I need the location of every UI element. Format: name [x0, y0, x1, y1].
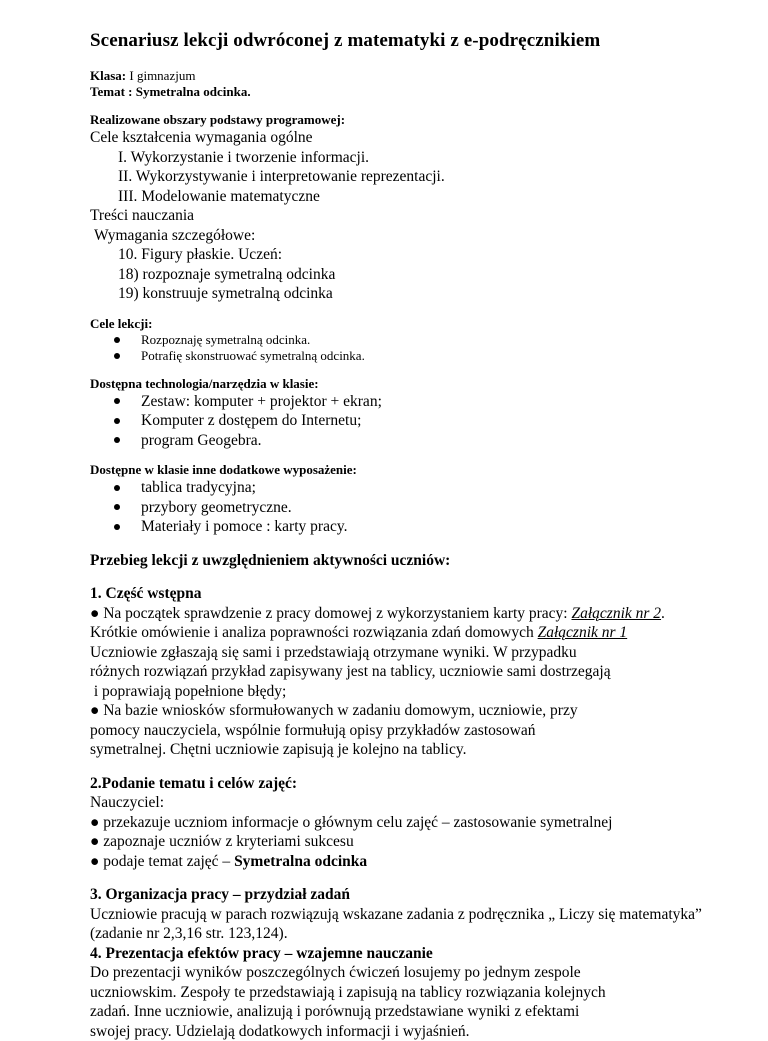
- list-item-text: program Geogebra.: [141, 432, 262, 449]
- bullet-icon: [114, 398, 120, 404]
- list-item: [90, 517, 730, 537]
- list-item: [90, 348, 730, 364]
- bullet-icon: [114, 504, 120, 510]
- section-4-line: uczniowskim. Zespoły te przedstawiają i zapisują na tablicy rozwiązania kolejnych: [90, 983, 730, 1003]
- klasa-label: Klasa:: [90, 68, 126, 83]
- section-4-line: zadań. Inne uczniowie, analizują i porównują przedstawiane wyniki z efektami: [90, 1002, 730, 1022]
- list-item-text: przybory geometryczne.: [141, 499, 292, 516]
- section-1-line: Uczniowie zgłaszają się sami i przedstawiają otrzymane wyniki. W przypadku: [90, 643, 730, 663]
- zalacznik-2-link[interactable]: Załącznik nr 2: [571, 605, 661, 622]
- klasa-value: I gimnazjum: [126, 68, 195, 83]
- list-item-text: Rozpoznaję symetralną odcinka.: [141, 332, 310, 347]
- wymaganie-szczegolowe: 10. Figury płaskie. Uczeń:: [90, 245, 730, 265]
- section-1-text: Krótkie omówienie i analiza poprawności rozwiązania zdań domowych: [90, 624, 538, 641]
- section-3-line: (zadanie nr 2,3,16 str. 123,124).: [90, 924, 730, 944]
- wyposazenie-heading: Dostępne w klasie inne dodatkowe wyposażenie:: [90, 462, 730, 478]
- section-2-line: [90, 852, 730, 872]
- list-item: [90, 332, 730, 348]
- klasa-line: [90, 68, 730, 84]
- list-item-text: Zestaw: komputer + projektor + ekran;: [141, 393, 382, 410]
- section-1-line: ● Na bazie wniosków sformułowanych w zadaniu domowym, uczniowie, przy: [90, 701, 730, 721]
- przebieg-heading: Przebieg lekcji z uwzględnieniem aktywności uczniów:: [90, 551, 730, 571]
- list-item-text: Materiały i pomoce : karty pracy.: [141, 518, 347, 535]
- section-1-line: różnych rozwiązań przykład zapisywany jest na tablicy, uczniowie sami dostrzegają: [90, 662, 730, 682]
- wymagania-szczegolowe: Wymagania szczegółowe:: [90, 226, 730, 246]
- section-2-line: Nauczyciel:: [90, 793, 730, 813]
- obszary-heading: Realizowane obszary podstawy programowej:: [90, 112, 730, 128]
- wymaganie-ogolne: I. Wykorzystanie i tworzenie informacji.: [90, 148, 730, 168]
- bullet-icon: [114, 418, 120, 424]
- list-item: [90, 478, 730, 498]
- section-3-heading: 3. Organizacja pracy – przydział zadań: [90, 885, 730, 905]
- zalacznik-1-link[interactable]: Załącznik nr 1: [538, 624, 628, 641]
- list-item-text: Potrafię skonstruować symetralną odcinka.: [141, 348, 365, 363]
- bullet-icon: [114, 337, 120, 343]
- document-title: Scenariusz lekcji odwróconej z matematyki z e-podręcznikiem: [90, 30, 730, 52]
- section-1-line: pomocy nauczyciela, wspólnie formułują opisy przykładów zastosowań: [90, 721, 730, 741]
- section-1-line: symetralnej. Chętni uczniowie zapisują je kolejno na tablicy.: [90, 740, 730, 760]
- section-1-text: .: [661, 605, 665, 622]
- topic-name: Symetralna odcinka: [234, 853, 367, 870]
- section-2-line: ● przekazuje uczniom informacje o głównym celu zajęć – zastosowanie symetralnej: [90, 813, 730, 833]
- wymaganie-szczegolowe: 19) konstruuje symetralną odcinka: [90, 284, 730, 304]
- bullet-icon: [114, 524, 120, 530]
- technologia-heading: Dostępna technologia/narzędzia w klasie:: [90, 376, 730, 392]
- technologia-list: [90, 392, 730, 451]
- bullet-icon: [114, 437, 120, 443]
- list-item: [90, 411, 730, 431]
- bullet-icon: [114, 485, 120, 491]
- wyposazenie-list: [90, 478, 730, 537]
- list-item-text: tablica tradycyjna;: [141, 479, 256, 496]
- cele-ksztalcenia: Cele kształcenia wymagania ogólne: [90, 128, 730, 148]
- cele-lekcji-list: [90, 332, 730, 364]
- section-2-line: ● zapoznaje uczniów z kryteriami sukcesu: [90, 832, 730, 852]
- temat-line: Temat : Symetralna odcinka.: [90, 84, 730, 100]
- bullet-icon: [114, 353, 120, 359]
- wymaganie-ogolne: II. Wykorzystywanie i interpretowanie reprezentacji.: [90, 167, 730, 187]
- list-item-text: Komputer z dostępem do Internetu;: [141, 412, 361, 429]
- section-2-heading: 2.Podanie tematu i celów zajęć:: [90, 774, 730, 794]
- wymaganie-ogolne: III. Modelowanie matematyczne: [90, 187, 730, 207]
- section-1-line: [90, 604, 730, 624]
- list-item: [90, 498, 730, 518]
- document-page: [90, 30, 730, 1041]
- section-1-heading: 1. Część wstępna: [90, 584, 730, 604]
- section-1-line: i poprawiają popełnione błędy;: [90, 682, 730, 702]
- tresci-nauczania: Treści nauczania: [90, 206, 730, 226]
- list-item: [90, 392, 730, 412]
- section-4-line: Do prezentacji wyników poszczególnych ćwiczeń losujemy po jednym zespole: [90, 963, 730, 983]
- section-4-heading: 4. Prezentacja efektów pracy – wzajemne nauczanie: [90, 944, 730, 964]
- section-1-line: [90, 623, 730, 643]
- list-item: [90, 431, 730, 451]
- section-2-text: ● podaje temat zajęć –: [90, 853, 234, 870]
- wymaganie-szczegolowe: 18) rozpoznaje symetralną odcinka: [90, 265, 730, 285]
- section-3-line: Uczniowie pracują w parach rozwiązują wskazane zadania z podręcznika „ Liczy się matematyka”: [90, 905, 730, 925]
- section-4-line: swojej pracy. Udzielają dodatkowych informacji i wyjaśnień.: [90, 1022, 730, 1041]
- section-1-text: ● Na początek sprawdzenie z pracy domowej z wykorzystaniem karty pracy:: [90, 605, 571, 622]
- cele-lekcji-heading: Cele lekcji:: [90, 316, 730, 332]
